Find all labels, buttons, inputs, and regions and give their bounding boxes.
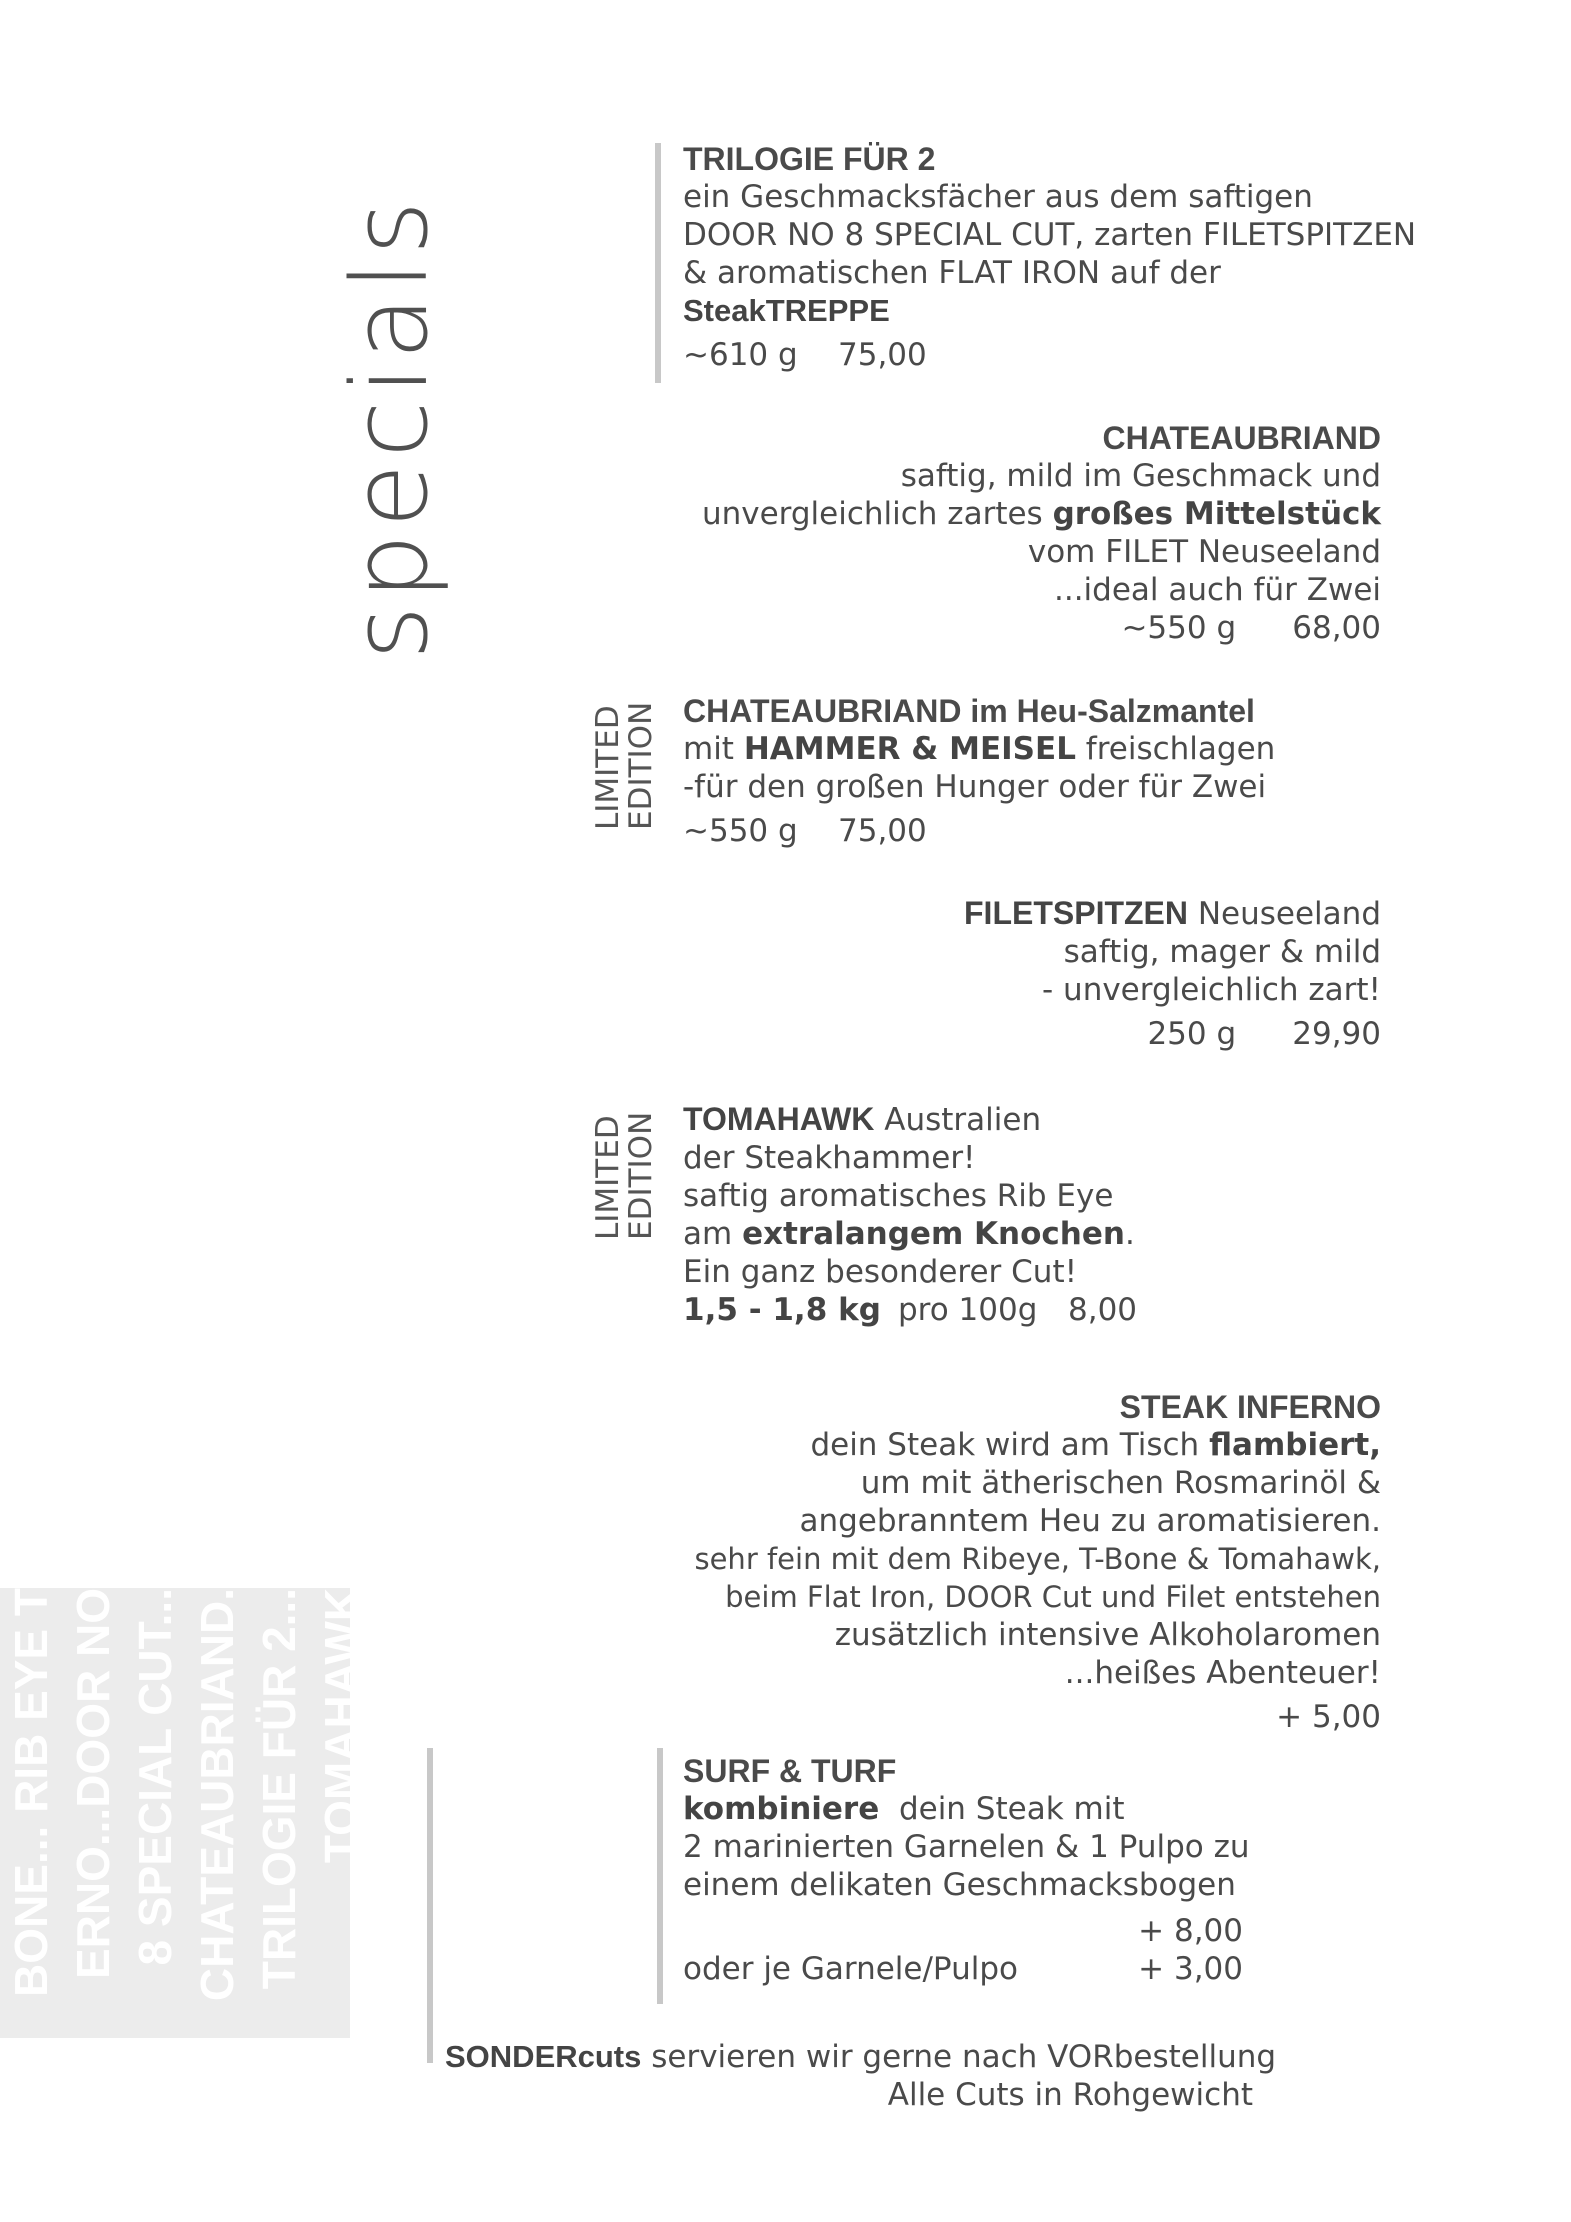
item-desc: saftig, mager & mild bbox=[1063, 934, 1381, 970]
watermark-block bbox=[0, 1588, 367, 2038]
limited-label-line: LIMITED bbox=[590, 1115, 626, 1240]
menu-item-filetspitzen bbox=[964, 894, 1381, 1053]
item-desc: DOOR NO 8 SPECIAL CUT, zarten FILETSPITZEN bbox=[683, 217, 1417, 253]
item-desc: der Steakhammer! bbox=[683, 1140, 976, 1176]
item-desc: sehr fein mit dem Ribeye, T-Bone & Tomahawk, bbox=[694, 1542, 1381, 1576]
item-title-text: Australien bbox=[874, 1102, 1042, 1138]
footer-text: servieren wir gerne nach VORbestellung bbox=[641, 2039, 1277, 2075]
item-price: 68,00 bbox=[1292, 610, 1381, 646]
limited-edition-label bbox=[592, 702, 658, 830]
item-price-row bbox=[683, 336, 1416, 374]
item-desc-bold: flambiert, bbox=[1209, 1427, 1381, 1463]
watermark-line: TOMAHAWK bbox=[315, 1588, 367, 1864]
item-desc-bold: kombiniere bbox=[683, 1791, 880, 1827]
item-desc-text: freischlagen bbox=[1075, 731, 1276, 767]
item-price: + 8,00 bbox=[1138, 1913, 1243, 1949]
item-desc: zusätzlich intensive Alkoholaromen bbox=[834, 1617, 1381, 1653]
item-desc: SteakTREPPE bbox=[683, 293, 890, 328]
item-price: 75,00 bbox=[838, 813, 927, 849]
item-desc: -für den großen Hunger oder für Zwei bbox=[683, 769, 1267, 805]
item-unit: pro 100g bbox=[898, 1292, 1038, 1328]
menu-item-heu-salzmantel bbox=[683, 692, 1275, 850]
item-desc bbox=[702, 495, 1381, 533]
item-desc: beim Flat Iron, DOOR Cut und Filet entstehen bbox=[725, 1580, 1381, 1614]
watermark-line: ERNO...DOOR NO bbox=[67, 1588, 119, 1980]
item-desc-bold: HAMMER & MEISEL bbox=[743, 731, 1076, 767]
item-extra-price: + 3,00 bbox=[1138, 1951, 1243, 1987]
item-desc-text: am bbox=[683, 1216, 743, 1252]
item-title bbox=[964, 894, 1381, 933]
item-title: CHATEAUBRIAND bbox=[1102, 420, 1381, 456]
item-title: CHATEAUBRIAND im Heu-Salzmantel bbox=[683, 693, 1255, 729]
menu-item-steak-inferno bbox=[694, 1388, 1381, 1736]
item-weight: ~550 g bbox=[683, 813, 798, 849]
watermark-line: BONE... RIB EYE T bbox=[5, 1588, 57, 1997]
item-extra-label: oder je Garnele/Pulpo bbox=[683, 1951, 1018, 1987]
accent-bar bbox=[657, 1748, 663, 2004]
accent-bar bbox=[655, 143, 661, 383]
item-desc bbox=[683, 1790, 1253, 1828]
item-extra-row bbox=[683, 1950, 1253, 1988]
footer-note: Alle Cuts in Rohgewicht bbox=[887, 2077, 1253, 2113]
menu-item-trilogie bbox=[683, 140, 1416, 374]
item-title-text: Neuseeland bbox=[1188, 896, 1381, 932]
item-price-row bbox=[683, 1291, 1137, 1329]
menu-item-chateaubriand bbox=[702, 419, 1381, 647]
watermark-line: CHATEAUBRIAND. bbox=[191, 1588, 243, 2002]
footer bbox=[445, 2038, 1277, 2114]
item-desc: angebranntem Heu zu aromatisieren. bbox=[799, 1503, 1381, 1539]
item-price: + 5,00 bbox=[1276, 1699, 1381, 1735]
item-desc-text: mit bbox=[683, 731, 744, 767]
item-desc: ein Geschmacksfächer aus dem saftigen bbox=[683, 179, 1313, 215]
item-title-bold: TOMAHAWK bbox=[683, 1101, 875, 1137]
item-desc-bold: großes Mittelstück bbox=[1052, 496, 1381, 532]
item-desc: - unvergleichlich zart! bbox=[1042, 972, 1381, 1008]
item-weight: ~610 g bbox=[683, 337, 798, 373]
item-weight: ~550 g bbox=[1121, 610, 1237, 646]
menu-item-surf-turf bbox=[683, 1752, 1253, 1988]
footer-note bbox=[445, 2038, 1277, 2076]
item-desc: saftig, mild im Geschmack und bbox=[900, 458, 1381, 494]
limited-label-line: LIMITED bbox=[590, 705, 626, 830]
item-desc-text: dein Steak wird am Tisch bbox=[810, 1427, 1210, 1463]
item-price-row bbox=[964, 1015, 1381, 1053]
item-title: SURF & TURF bbox=[683, 1753, 897, 1789]
item-desc: Ein ganz besonderer Cut! bbox=[683, 1254, 1078, 1290]
item-weight: 1,5 - 1,8 kg bbox=[683, 1292, 881, 1328]
item-desc: saftig aromatisches Rib Eye bbox=[683, 1178, 1114, 1214]
item-desc: um mit ätherischen Rosmarinöl & bbox=[860, 1465, 1381, 1501]
accent-bar bbox=[427, 1748, 433, 2063]
item-title bbox=[683, 1100, 1137, 1139]
item-title: STEAK INFERNO bbox=[1119, 1389, 1381, 1425]
item-title: TRILOGIE FÜR 2 bbox=[683, 141, 936, 177]
item-weight: 250 g bbox=[1147, 1016, 1237, 1052]
item-desc: einem delikaten Geschmacksbogen bbox=[683, 1867, 1236, 1903]
watermark-text bbox=[0, 1588, 372, 2038]
item-title-bold: FILETSPITZEN bbox=[964, 895, 1188, 931]
item-desc-text: unvergleichlich zartes bbox=[701, 496, 1053, 532]
item-desc-text: . bbox=[1124, 1216, 1135, 1252]
limited-label-line: EDITION bbox=[623, 701, 659, 830]
item-price-row bbox=[702, 609, 1381, 647]
item-desc: ...heißes Abenteuer! bbox=[1064, 1655, 1381, 1691]
item-desc-bold: extralangem Knochen bbox=[742, 1216, 1125, 1252]
item-desc: & aromatischen FLAT IRON auf der bbox=[683, 255, 1221, 291]
item-desc bbox=[683, 1215, 1137, 1253]
item-price-row bbox=[683, 812, 1275, 850]
item-desc bbox=[683, 730, 1275, 768]
item-desc: vom FILET Neuseeland bbox=[1027, 534, 1381, 570]
watermark-line: TRILOGIE FÜR 2... bbox=[253, 1588, 305, 1990]
item-desc: ...ideal auch für Zwei bbox=[1053, 572, 1381, 608]
item-desc bbox=[694, 1426, 1381, 1464]
footer-bold: SONDERcuts bbox=[445, 2039, 642, 2074]
item-price: 29,90 bbox=[1292, 1016, 1381, 1052]
item-price: 75,00 bbox=[838, 337, 927, 373]
watermark-line: 8 SPECIAL CUT... bbox=[129, 1588, 181, 1966]
item-price: 8,00 bbox=[1068, 1292, 1138, 1328]
limited-label-line: EDITION bbox=[623, 1111, 659, 1240]
limited-edition-label bbox=[592, 1112, 658, 1240]
menu-item-tomahawk bbox=[683, 1100, 1137, 1329]
item-desc-text: dein Steak mit bbox=[879, 1791, 1125, 1827]
section-title: specials bbox=[329, 194, 451, 660]
item-desc: 2 marinierten Garnelen & 1 Pulpo zu bbox=[683, 1829, 1250, 1865]
